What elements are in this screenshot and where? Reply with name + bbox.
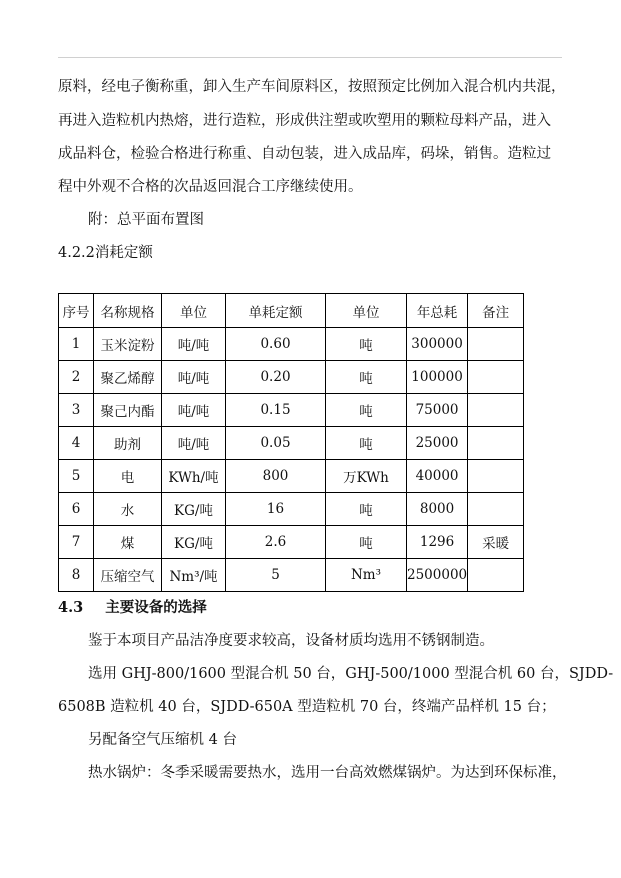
appendix-note: 附：总平面布置图 <box>88 212 204 228</box>
table-cell <box>468 427 524 460</box>
table-cell: 吨 <box>326 394 407 427</box>
paragraph-line: 成品料仓，检验合格进行称重、自动包装，进入成品库，码垛，销售。造粒过 <box>58 146 551 162</box>
body-paragraph: 6508B 造粒机 40 台，SJDD-650A 型造粒机 70 台，终端产品样机 15 台； <box>58 699 556 715</box>
table-cell: 5 <box>59 460 94 493</box>
table-cell: 助剂 <box>94 427 162 460</box>
table-cell: 电 <box>94 460 162 493</box>
table-cell: 吨/吨 <box>162 427 226 460</box>
table-cell: 煤 <box>94 526 162 559</box>
table-cell: 3 <box>59 394 94 427</box>
table-cell: 2500000 <box>407 559 468 592</box>
header-cell: 单位 <box>326 294 407 328</box>
table-row <box>59 328 524 361</box>
paragraph-line: 再进入造粒机内热熔，进行造粒，形成供注塑或吹塑用的颗粒母料产品，进入 <box>58 113 551 129</box>
table-cell: 5 <box>226 559 326 592</box>
consumption-table <box>58 293 524 592</box>
table-row <box>59 394 524 427</box>
table-cell: 7 <box>59 526 94 559</box>
table-cell: 1296 <box>407 526 468 559</box>
table-cell: Nm³/吨 <box>162 559 226 592</box>
section-heading <box>58 598 207 618</box>
header-rule <box>58 57 562 58</box>
table-cell: 0.60 <box>226 328 326 361</box>
table-cell: 吨 <box>326 361 407 394</box>
table-cell: 800 <box>226 460 326 493</box>
table-cell: 采暖 <box>468 526 524 559</box>
table-cell <box>468 493 524 526</box>
table-cell: 16 <box>226 493 326 526</box>
table-cell: 压缩空气 <box>94 559 162 592</box>
table-cell: 水 <box>94 493 162 526</box>
section-number: 4.3 <box>58 599 84 616</box>
table-cell: 0.05 <box>226 427 326 460</box>
header-cell: 序号 <box>59 294 94 328</box>
table-cell: 2 <box>59 361 94 394</box>
table-cell: 吨 <box>326 328 407 361</box>
table-cell: 25000 <box>407 427 468 460</box>
table-cell: 1 <box>59 328 94 361</box>
table-cell <box>468 361 524 394</box>
header-cell: 单耗定额 <box>226 294 326 328</box>
table-cell: Nm³ <box>326 559 407 592</box>
table-cell: 75000 <box>407 394 468 427</box>
table-cell: KG/吨 <box>162 493 226 526</box>
table-cell: 300000 <box>407 328 468 361</box>
body-paragraph: 热水锅炉：冬季采暖需要热水，选用一台高效燃煤锅炉。为达到环保标准， <box>88 765 567 781</box>
table-cell: 6 <box>59 493 94 526</box>
table-row <box>59 526 524 559</box>
body-paragraph: 另配备空气压缩机 4 台 <box>88 732 237 748</box>
paragraph-line: 原料，经电子衡称重，卸入生产车间原料区，按照预定比例加入混合机内共混， <box>58 79 566 95</box>
table-cell: 吨/吨 <box>162 328 226 361</box>
table-cell: 40000 <box>407 460 468 493</box>
table-header-row <box>59 294 524 328</box>
table-cell: 吨 <box>326 526 407 559</box>
table-cell: 吨/吨 <box>162 394 226 427</box>
header-cell: 单位 <box>162 294 226 328</box>
table-cell: 8000 <box>407 493 468 526</box>
header-cell: 年总耗 <box>407 294 468 328</box>
table-cell: 吨/吨 <box>162 361 226 394</box>
table-cell: 100000 <box>407 361 468 394</box>
table-cell: 玉米淀粉 <box>94 328 162 361</box>
header-cell: 备注 <box>468 294 524 328</box>
table-cell: KG/吨 <box>162 526 226 559</box>
table-cell <box>468 460 524 493</box>
table-row <box>59 427 524 460</box>
section-title: 主要设备的选择 <box>105 599 207 616</box>
table-row <box>59 493 524 526</box>
table-cell: 0.20 <box>226 361 326 394</box>
table-cell: 聚己内酯 <box>94 394 162 427</box>
table-cell <box>468 559 524 592</box>
body-paragraph: 鉴于本项目产品洁净度要求较高，设备材质均选用不锈钢制造。 <box>88 633 494 649</box>
table-cell: 吨 <box>326 427 407 460</box>
table-cell: 8 <box>59 559 94 592</box>
table-cell <box>468 328 524 361</box>
table-row <box>59 361 524 394</box>
header-cell: 名称规格 <box>94 294 162 328</box>
paragraph-line: 程中外观不合格的次品返回混合工序继续使用。 <box>58 179 363 195</box>
table-row <box>59 460 524 493</box>
table-cell <box>468 394 524 427</box>
table-row <box>59 559 524 592</box>
table-cell: KWh/吨 <box>162 460 226 493</box>
table-cell: 2.6 <box>226 526 326 559</box>
table-cell: 聚乙烯醇 <box>94 361 162 394</box>
table-cell: 0.15 <box>226 394 326 427</box>
table-cell: 万KWh <box>326 460 407 493</box>
body-paragraph: 选用 GHJ-800/1600 型混合机 50 台，GHJ-500/1000 型混合机 60 台，SJDD- <box>88 666 614 682</box>
table-cell: 吨 <box>326 493 407 526</box>
subsection-heading: 4.2.2消耗定额 <box>58 245 153 261</box>
table-cell: 4 <box>59 427 94 460</box>
